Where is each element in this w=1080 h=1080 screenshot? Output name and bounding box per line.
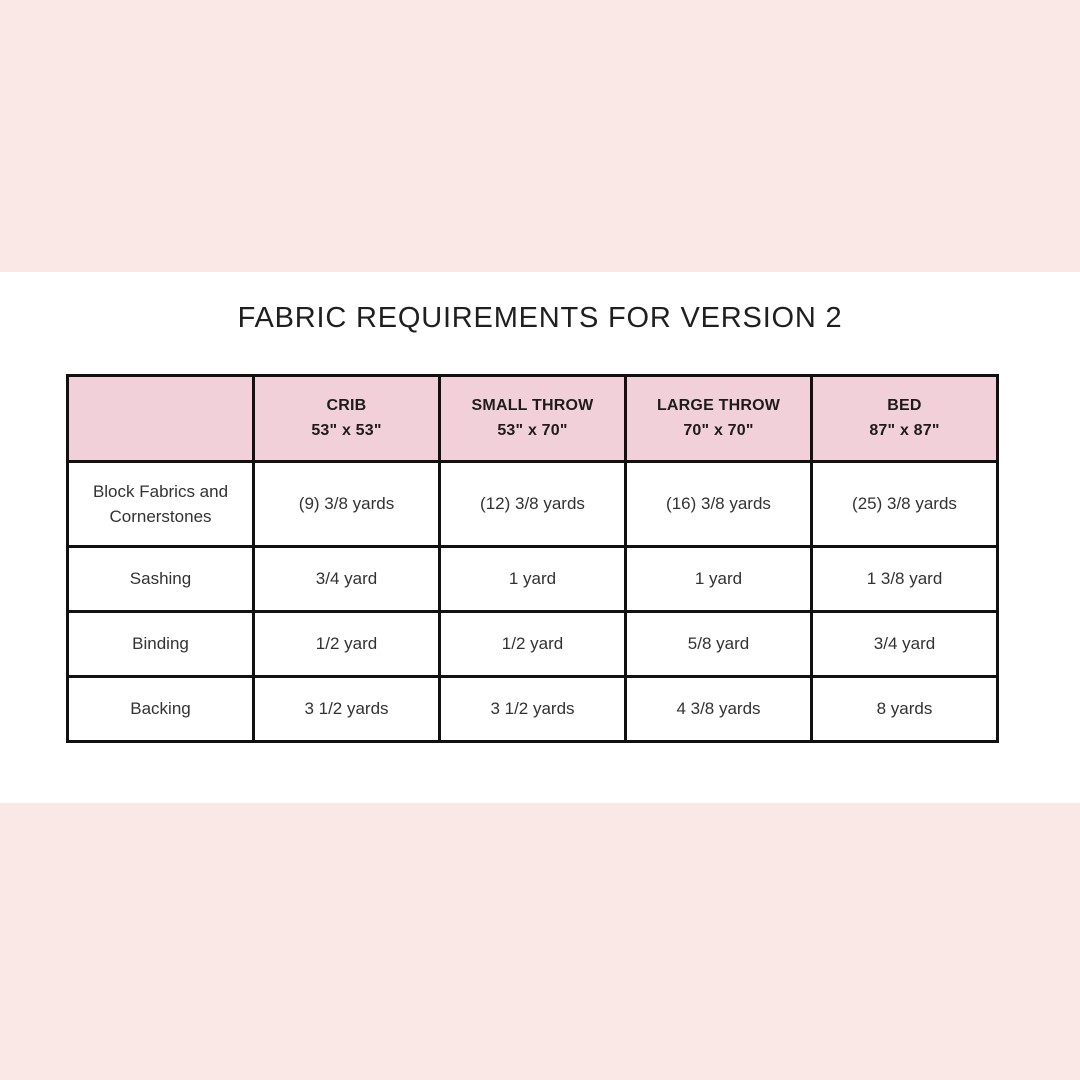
table-cell: 8 yards [812, 677, 998, 742]
table-cell: (25) 3/8 yards [812, 462, 998, 547]
table-cell: 3 1/2 yards [440, 677, 626, 742]
table-cell: 3 1/2 yards [254, 677, 440, 742]
row-label: Sashing [68, 547, 254, 612]
table-row-block-fabrics [68, 462, 998, 547]
table-row-sashing [68, 547, 998, 612]
header-cell-empty [68, 376, 254, 462]
column-label: SMALL THROW [471, 396, 594, 414]
table-cell: 1 yard [626, 547, 812, 612]
table-row-backing [68, 677, 998, 742]
header-cell-crib [254, 376, 440, 462]
table-cell: 1/2 yard [254, 612, 440, 677]
table-cell: 1 yard [440, 547, 626, 612]
table-cell: 3/4 yard [812, 612, 998, 677]
row-label: Block Fabrics and Cornerstones [68, 462, 254, 547]
table-row-binding [68, 612, 998, 677]
column-label: LARGE THROW [656, 396, 781, 414]
header-cell-small-throw [440, 376, 626, 462]
table-cell: 5/8 yard [626, 612, 812, 677]
table-body [68, 462, 998, 742]
table-cell: (12) 3/8 yards [440, 462, 626, 547]
table-cell: (16) 3/8 yards [626, 462, 812, 547]
table-cell: 4 3/8 yards [626, 677, 812, 742]
fabric-requirements-table [66, 374, 999, 743]
table-cell: 1 3/8 yard [812, 547, 998, 612]
row-label: Backing [68, 677, 254, 742]
column-label: BED [887, 396, 922, 414]
header-cell-large-throw [626, 376, 812, 462]
table-cell: 3/4 yard [254, 547, 440, 612]
table-header-row [68, 376, 998, 462]
column-label: CRIB [326, 396, 367, 414]
table-cell: 1/2 yard [440, 612, 626, 677]
column-size: 70" x 70" [683, 421, 754, 439]
column-size: 53" x 70" [497, 421, 568, 439]
table-header [68, 376, 998, 462]
page-title: FABRIC REQUIREMENTS FOR VERSION 2 [237, 302, 843, 334]
column-size: 53" x 53" [311, 421, 382, 439]
table-cell: (9) 3/8 yards [254, 462, 440, 547]
column-size: 87" x 87" [869, 421, 940, 439]
header-cell-bed [812, 376, 998, 462]
row-label: Binding [68, 612, 254, 677]
